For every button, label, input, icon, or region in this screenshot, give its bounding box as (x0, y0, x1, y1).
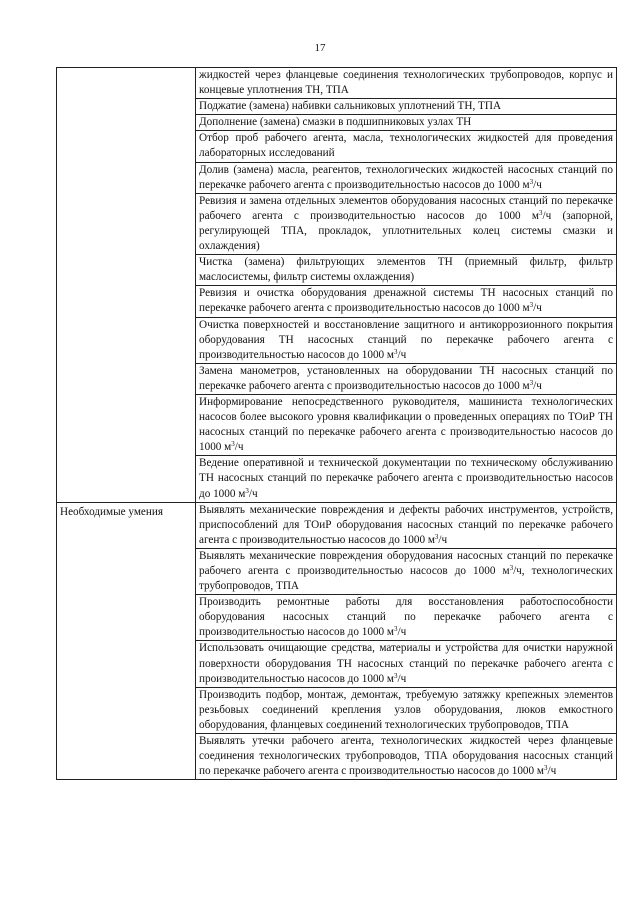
unit-superscript: 3 (394, 625, 398, 634)
row-text (196, 394, 617, 455)
unit-superscript: 3 (529, 177, 534, 186)
text-fragment: /ч (397, 626, 407, 639)
text-fragment: Долив (замена) масла, реагентов, технологических жидкостей насосных станций по перекачке рабочего агента с производительностью насосов до 1000 м (199, 163, 613, 191)
row-text (196, 641, 617, 687)
text-fragment: Выявлять механические повреждения и дефекты рабочих инструментов, устройств, приспособлений для ТОиР оборудования насосных станций по перекачке рабочего агента с производительностью насосов до 1000 м (199, 503, 613, 546)
text-fragment: Отбор проб рабочего агента, масла, технологических жидкостей для проведения лабораторных исследований (199, 132, 613, 160)
row-text (196, 131, 617, 162)
text-fragment: Информирование непосредственного руководителя, машиниста технологических насосов более высокого уровня квалификации о проведенных операциях по ТОиР ТН насосных станций по перекачке рабочего агента с производительностью насосов до 1000 м (199, 395, 613, 454)
unit-superscript: 3 (394, 671, 398, 680)
row-text (196, 68, 617, 99)
text-fragment: /ч (533, 379, 542, 392)
text-fragment: Поджатие (замена) набивки сальниковых уплотнений ТН, ТПА (199, 100, 502, 113)
text-fragment: Очистка поверхностей и восстановление защитного и антикоррозионного покрытия оборудования ТН насосных станций по перекачке рабочего агента с производительностью насосов до 1000 м (199, 318, 613, 361)
text-fragment: Ведение оперативной и технической документации по техническому обслуживанию ТН насосных станций по перекачке рабочего агента с производительностью насосов до 1000 м (199, 457, 613, 500)
section-label: Необходимые умения (57, 502, 196, 780)
unit-superscript: 3 (245, 486, 249, 495)
unit-superscript: 3 (529, 301, 534, 310)
row-text (196, 115, 617, 131)
text-fragment: Использовать очищающие средства, материалы и устройства для очистки наружной поверхности оборудования ТН насосных станций по перекачке рабочего агента с производительностью насосов до 1000 м (199, 642, 613, 685)
text-fragment: /ч (547, 765, 557, 778)
unit-superscript: 3 (434, 532, 439, 541)
text-fragment: /ч (248, 487, 258, 500)
table-row (57, 502, 617, 548)
row-text (196, 456, 617, 502)
text-fragment: /ч (438, 533, 448, 546)
row-text (196, 548, 617, 594)
row-text (196, 734, 617, 780)
text-fragment: Ревизия и очистка оборудования дренажной системы ТН насосных станций по перекачке рабочего агента с производительностью насосов до 1000 м (199, 287, 613, 315)
text-fragment: /ч (397, 672, 407, 685)
unit-superscript: 3 (394, 347, 398, 356)
unit-superscript: 3 (231, 440, 235, 449)
text-fragment: /ч (533, 302, 542, 315)
row-text (196, 317, 617, 363)
text-fragment: Замена манометров, установленных на оборудовании ТН насосных станций по перекачке рабочего агента с производительностью насосов до 1000 м (199, 364, 613, 392)
text-fragment: Дополнение (замена) смазки в подшипниковых узлах ТН (199, 116, 472, 129)
page-number: 17 (314, 42, 326, 54)
unit-superscript: 3 (544, 764, 548, 773)
unit-superscript: 3 (529, 378, 534, 387)
row-text (196, 595, 617, 641)
row-text (196, 363, 617, 394)
text-fragment: /ч (234, 441, 244, 454)
text-fragment: /ч (397, 348, 407, 361)
unit-superscript: 3 (509, 564, 514, 572)
row-text (196, 162, 617, 193)
row-text (196, 255, 617, 286)
text-fragment: Производить подбор, монтаж, демонтаж, требуемую затяжку крепежных элементов резьбовых соединений крепления узлов оборудования, люков емкостного оборудования, фланцевых соединений технологических трубопроводов, ТПА (199, 688, 613, 731)
row-text (196, 687, 617, 733)
text-fragment: /ч (запорной, регулирующей ТПА, прокладок, уплотнительных колец системы смазки и охлаждения) (199, 209, 613, 253)
competency-table (56, 67, 617, 780)
text-fragment: Выявлять механические повреждения оборудования насосных станций по перекачке рабочего агента с производительностью насосов до 1000 м (199, 549, 613, 577)
row-text (196, 502, 617, 548)
text-fragment: /ч (533, 178, 542, 191)
row-text (196, 286, 617, 317)
row-text (196, 193, 617, 254)
table-row (57, 68, 617, 99)
section-label-continued (57, 68, 196, 503)
unit-superscript: 3 (538, 208, 543, 217)
text-fragment: /ч, технологических трубопроводов, ТПА (199, 565, 613, 593)
row-text (196, 99, 617, 115)
text-fragment: Чистка (замена) фильтрующих элементов ТН (приемный фильтр, фильтр маслосистемы, фильтр системы охлаждения) (199, 256, 613, 284)
text-fragment: жидкостей через фланцевые соединения технологических трубопроводов, корпус и концевые уплотнения ТН, ТПА (199, 69, 613, 97)
text-fragment: Выявлять утечки рабочего агента, технологических жидкостей через фланцевые соединения технологических трубопроводов, ТПА оборудования насосных станций по перекачке рабочего агента с производительностью насосов до 1000 м (199, 735, 613, 778)
text-fragment: Ревизия и замена отдельных элементов оборудования насосных станций по перекачке рабочего агента с производительностью насосов до 1000 м (199, 194, 613, 222)
text-fragment: Производить ремонтные работы для восстановления работоспособности оборудования насосных станций по перекачке рабочего агента с производительностью насосов до 1000 м (199, 596, 613, 639)
